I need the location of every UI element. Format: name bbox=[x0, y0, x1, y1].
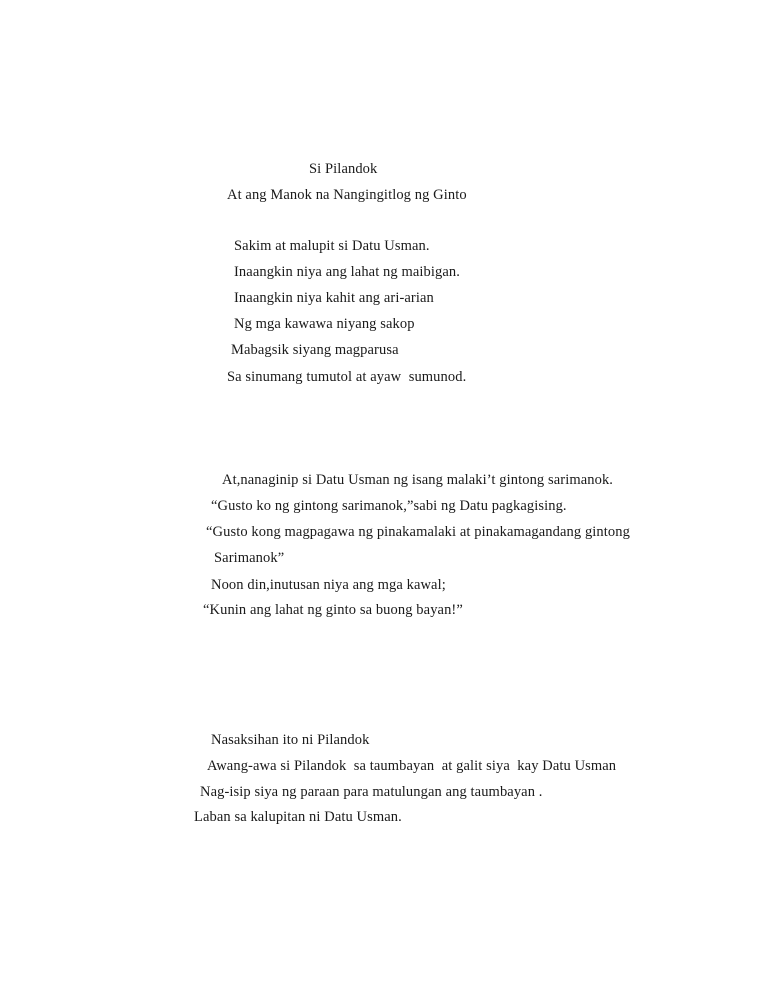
stanza3-line-1: Nasaksihan ito ni Pilandok bbox=[211, 732, 370, 748]
stanza1-line-6: Sa sinumang tumutol at ayaw sumunod. bbox=[227, 369, 467, 385]
stanza1-line-3: Inaangkin niya kahit ang ari-arian bbox=[234, 290, 434, 306]
stanza3-line-3: Nag-isip siya ng paraan para matulungan ang taumbayan . bbox=[200, 784, 543, 800]
title-line-2: At ang Manok na Nangingitlog ng Ginto bbox=[227, 187, 467, 203]
stanza1-line-4: Ng mga kawawa niyang sakop bbox=[234, 316, 415, 332]
stanza2-line-5: Noon din,inutusan niya ang mga kawal; bbox=[211, 577, 446, 593]
stanza2-line-3: “Gusto kong magpagawa ng pinakamalaki at pinakamagandang gintong bbox=[206, 524, 630, 540]
stanza1-line-2: Inaangkin niya ang lahat ng maibigan. bbox=[234, 264, 460, 280]
stanza2-line-1: At,nanaginip si Datu Usman ng isang malaki’t gintong sarimanok. bbox=[222, 472, 614, 488]
title-line-1: Si Pilandok bbox=[309, 161, 378, 177]
stanza1-line-1: Sakim at malupit si Datu Usman. bbox=[234, 238, 430, 254]
stanza2-line-2: “Gusto ko ng gintong sarimanok,”sabi ng Datu pagkagising. bbox=[211, 498, 567, 514]
stanza1-line-5: Mabagsik siyang magparusa bbox=[231, 342, 399, 358]
stanza3-line-4: Laban sa kalupitan ni Datu Usman. bbox=[194, 809, 402, 825]
stanza3-line-2: Awang-awa si Pilandok sa taumbayan at galit siya kay Datu Usman bbox=[207, 758, 617, 774]
stanza2-line-4: Sarimanok” bbox=[214, 550, 285, 566]
stanza2-line-6: “Kunin ang lahat ng ginto sa buong bayan!” bbox=[203, 602, 463, 618]
